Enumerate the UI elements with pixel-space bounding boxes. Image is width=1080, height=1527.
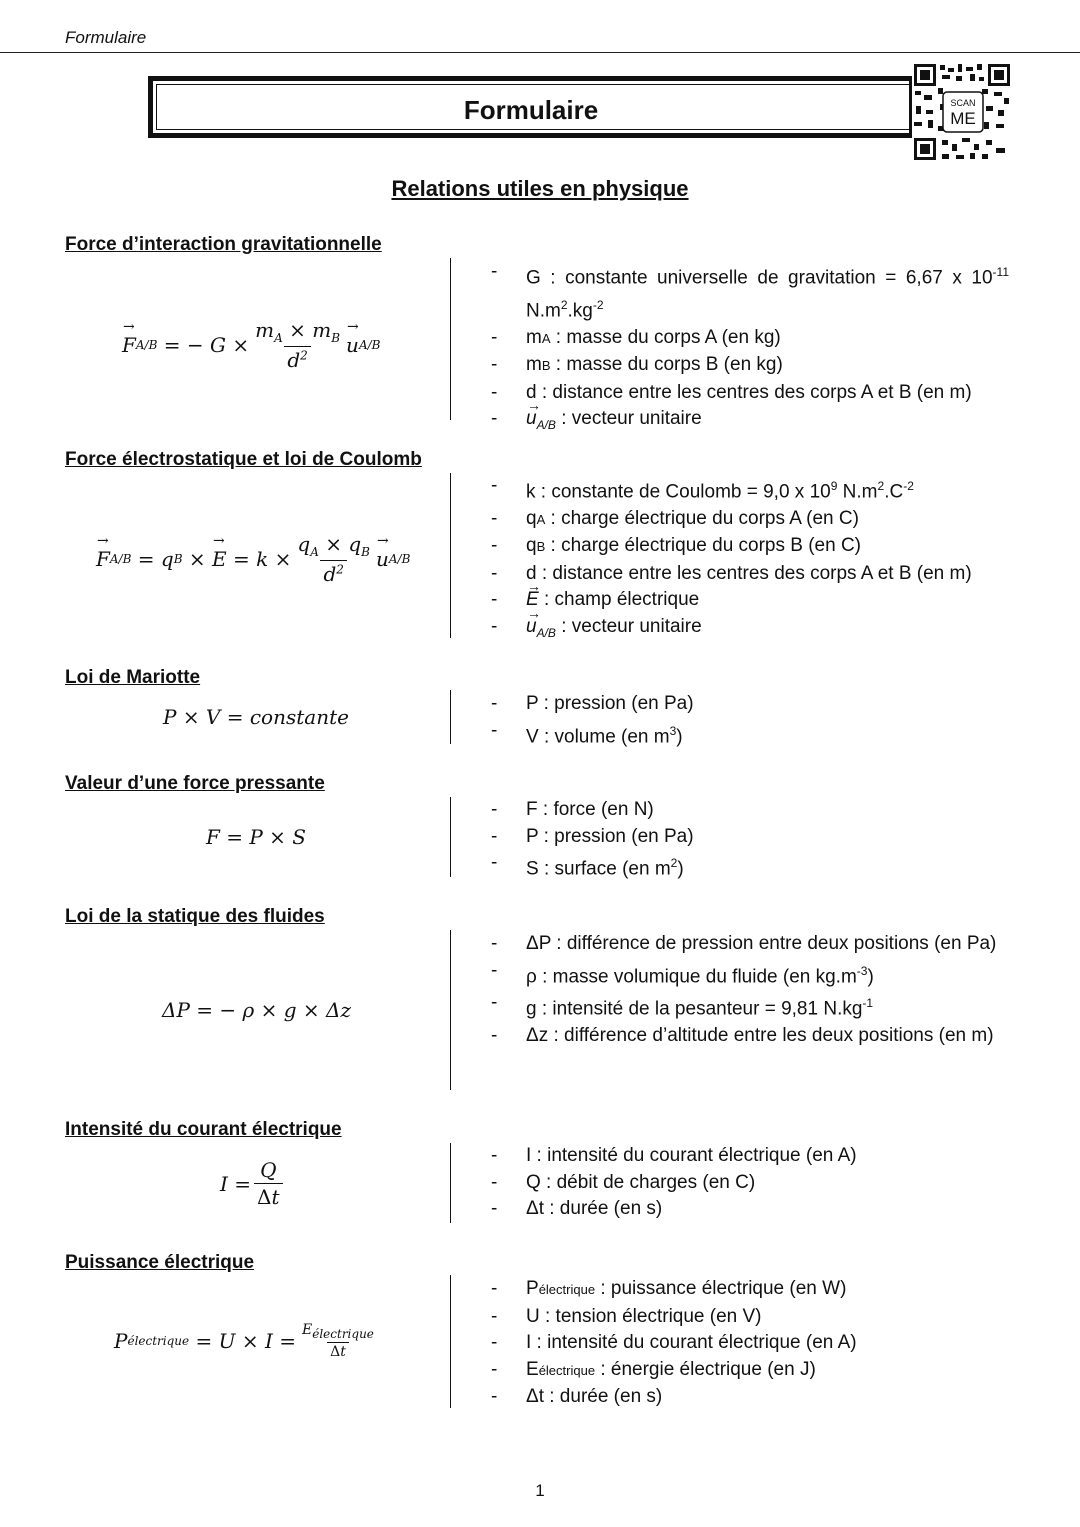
list-item: - g : intensité de la pesanteur = 9,81 $N.kg^{-1}$: [491, 990, 1009, 1023]
legend-puissance: [491, 1276, 1009, 1411]
list-item: - G : constante universelle de gravitation = 6,67 x $10^{-11}$ $N.m^2.kg^{-2}$: [491, 259, 1009, 325]
formula-mariotte: P × V = constante: [163, 705, 349, 729]
legend-fluides: [491, 931, 1009, 1050]
list-item: - Q : débit de charges (en C): [491, 1170, 1009, 1197]
list-item: - ΔP : différence de pression entre deux positions (en Pa): [491, 931, 1009, 958]
qr-code-icon: [912, 62, 1012, 162]
header-rule: [0, 52, 1080, 53]
column-separator: [450, 797, 451, 877]
list-item: - ρ : masse volumique du fluide (en $kg.m^{-3}$): [491, 958, 1009, 991]
legend-courant: [491, 1143, 1009, 1223]
list-item: - → $u_{A/B}$ : vecteur unitaire: [491, 614, 1009, 646]
svg-text:SCAN: SCAN: [950, 98, 976, 108]
list-item: - Δt : durée (en s): [491, 1384, 1009, 1411]
column-separator: [450, 690, 451, 744]
list-item: - → E : champ électrique: [491, 587, 1009, 614]
list-item: - I : intensité du courant électrique (en A): [491, 1330, 1009, 1357]
formula-pressante: F = P × S: [206, 825, 306, 849]
running-header: Formulaire: [65, 28, 147, 47]
formula-gravitation: → F A/B = − G × $\frac{m_A \times m_B}{d^2}$ → u A/B: [122, 318, 380, 372]
page-number: 1: [535, 1481, 545, 1500]
list-item: - d : distance entre les centres des corps A et B (en m): [491, 561, 1009, 588]
formula-courant: I = $\frac{Q}{\Delta t}$: [220, 1158, 286, 1209]
section-title-gravitation: Force d’interaction gravitationnelle: [65, 234, 382, 255]
section-title-pressante: Valeur d’une force pressante: [65, 773, 325, 794]
section-heading: Relations utiles en physique: [391, 176, 689, 201]
title-frame: [148, 76, 914, 138]
formula-puissance: P électrique = U × I = $\frac{E_{électrique}}{\Delta t}$: [114, 1322, 374, 1360]
legend-pressante: [491, 797, 1009, 883]
section-title-coulomb: Force électrostatique et loi de Coulomb: [65, 449, 422, 470]
list-item: - S : surface (en $m^2$): [491, 850, 1009, 883]
list-item: - U : tension électrique (en V): [491, 1304, 1009, 1331]
column-separator: [450, 473, 451, 638]
list-item: - V : volume (en $m^3$): [491, 718, 1009, 751]
formula-fluides: ΔP = − ρ × g × Δz: [162, 998, 351, 1022]
list-item: - P : pression (en Pa): [491, 691, 1009, 718]
list-item: - qB : charge électrique du corps B (en C): [491, 533, 1009, 561]
column-separator: [450, 930, 451, 1090]
column-separator: [450, 1143, 451, 1223]
legend-mariotte: [491, 691, 1009, 750]
list-item: - mA : masse du corps A (en kg): [491, 325, 1009, 353]
column-separator: [450, 258, 451, 420]
section-title-mariotte: Loi de Mariotte: [65, 667, 201, 688]
section-title-puissance: Puissance électrique: [65, 1252, 255, 1273]
list-item: - I : intensité du courant électrique (en A): [491, 1143, 1009, 1170]
formula-coulomb: → F A/B = q B × → E = k × $\frac{q_A \times q_B}{d^2}$ → u A/B: [96, 532, 410, 586]
list-item: - Pélectrique : puissance électrique (en W): [491, 1276, 1009, 1304]
list-item: - → $u_{A/B}$ : vecteur unitaire: [491, 406, 1009, 438]
list-item: - Δz : différence d’altitude entre les deux positions (en m): [491, 1023, 1009, 1050]
list-item: - P : pression (en Pa): [491, 824, 1009, 851]
list-item: - F : force (en N): [491, 797, 1009, 824]
section-title-fluides: Loi de la statique des fluides: [65, 906, 325, 927]
section-title-courant: Intensité du courant électrique: [65, 1119, 342, 1140]
column-separator: [450, 1275, 451, 1408]
list-item: - mB : masse du corps B (en kg): [491, 352, 1009, 380]
svg-text:ME: ME: [950, 109, 976, 128]
list-item: - Eélectrique : énergie électrique (en J): [491, 1357, 1009, 1385]
legend-coulomb: [491, 473, 1009, 646]
list-item: - qA : charge électrique du corps A (en C): [491, 506, 1009, 534]
list-item: - Δt : durée (en s): [491, 1196, 1009, 1223]
list-item: - k : constante de Coulomb = 9,0 x $10^9$ $N.m^2.C^{-2}$: [491, 473, 1009, 506]
list-item: - d : distance entre les centres des corps A et B (en m): [491, 380, 1009, 407]
legend-gravitation: [491, 259, 1009, 438]
page-title: Formulaire: [463, 95, 599, 125]
